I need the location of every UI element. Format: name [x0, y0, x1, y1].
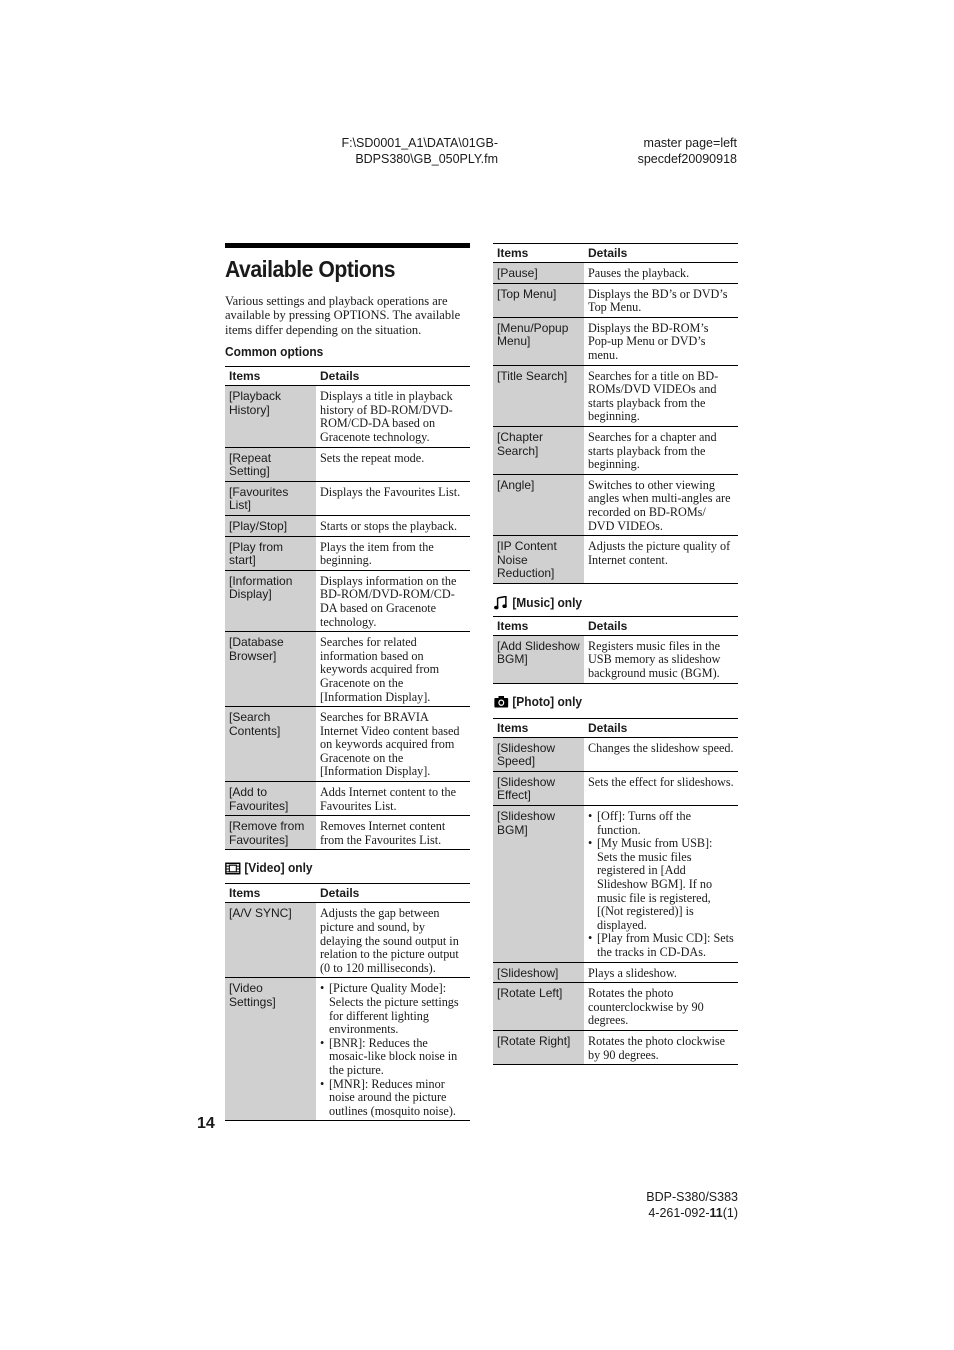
option-detail: Displays the BD-ROM’s Pop-up Menu or DVD’s menu.	[584, 317, 738, 365]
header-items: Items	[229, 369, 261, 384]
option-detail: Sets the repeat mode.	[316, 447, 470, 481]
option-item: [A/V SYNC]	[225, 903, 316, 978]
option-item: [Search Contents]	[225, 707, 316, 782]
table-header-row	[493, 616, 738, 635]
video-options-table	[225, 883, 470, 1121]
option-detail: Displays the BD’s or DVD’s Top Menu.	[584, 283, 738, 317]
table-row	[225, 632, 470, 707]
option-item: [Favourites List]	[225, 481, 316, 515]
option-item: [Top Menu]	[493, 283, 584, 317]
table-row	[493, 365, 738, 426]
header-path-line2: BDPS380\GB_050PLY.fm	[355, 152, 498, 166]
detail-bullet: • [MNR]: Reduces minor noise around the picture outlines (mosquito noise).	[320, 1078, 466, 1119]
option-item: [Title Search]	[493, 365, 584, 426]
table-row	[493, 806, 738, 963]
page-title: Available Options	[225, 256, 396, 282]
common-options-heading-text: Common options	[225, 344, 324, 360]
header-master-line1: master page=left	[643, 136, 737, 150]
option-item: [Menu/Popup Menu]	[493, 317, 584, 365]
table-row	[493, 771, 738, 805]
header-items: Items	[497, 720, 529, 735]
footer-code-bold: 11	[709, 1206, 723, 1220]
camera-icon	[493, 695, 509, 708]
table-header-row	[493, 718, 738, 737]
detail-bullet-list	[320, 982, 466, 1118]
table-row	[225, 536, 470, 570]
option-detail: Adds Internet content to the Favourites List.	[316, 782, 470, 816]
option-item: [Rotate Left]	[493, 983, 584, 1031]
table-row	[493, 962, 738, 983]
header-path-line1: F:\SD0001_A1\DATA\01GB-	[341, 136, 498, 150]
option-item: [IP Content Noise Reduction]	[493, 536, 584, 584]
option-item: [Play/Stop]	[225, 515, 316, 536]
photo-only-heading-text: [Photo] only	[512, 693, 583, 709]
table-row	[493, 983, 738, 1031]
music-options-table	[493, 616, 738, 684]
header-details: Details	[320, 886, 360, 901]
table-row	[225, 515, 470, 536]
header-details: Details	[588, 246, 628, 260]
table-row	[225, 570, 470, 631]
option-detail	[316, 978, 470, 1121]
option-detail: Adjusts the picture quality of Internet content.	[584, 536, 738, 584]
option-item: [Slideshow Speed]	[493, 737, 584, 771]
header-details: Details	[588, 618, 628, 633]
option-detail: Rotates the photo clockwise by 90 degrees.	[584, 1030, 738, 1064]
option-item: [Repeat Setting]	[225, 447, 316, 481]
detail-bullet: • [Picture Quality Mode]: Selects the picture settings for different lighting environments.	[320, 982, 466, 1036]
option-detail: Displays the Favourites List.	[316, 481, 470, 515]
photo-options-table	[493, 718, 738, 1065]
option-detail: Sets the effect for slideshows.	[584, 771, 738, 805]
table-header-row	[493, 244, 738, 263]
table-row	[225, 816, 470, 850]
header-details: Details	[588, 720, 628, 735]
option-item: [Information Display]	[225, 570, 316, 631]
table-header-row	[225, 367, 470, 386]
header-file-path	[341, 135, 498, 167]
left-column	[225, 243, 470, 1121]
footer-code	[646, 1205, 738, 1221]
table-row	[493, 474, 738, 535]
video-only-heading	[225, 860, 450, 876]
music-only-heading	[493, 595, 718, 611]
music-only-heading-text: [Music] only	[512, 594, 583, 610]
table-row	[493, 1030, 738, 1064]
table-header-row	[225, 884, 470, 903]
option-detail: Searches for a title on BD-ROMs/DVD VIDEOs and starts playback from the beginning.	[584, 365, 738, 426]
footer-model-info	[646, 1189, 738, 1221]
header-items: Items	[497, 618, 529, 633]
option-item: [Chapter Search]	[493, 426, 584, 474]
footer-code-prefix: 4-261-092-	[648, 1206, 710, 1220]
photo-only-heading	[493, 694, 718, 710]
table-row	[493, 283, 738, 317]
option-detail: Displays a title in playback history of BD-ROM/DVD-ROM/CD-DA based on Gracenote technology.	[316, 386, 470, 447]
detail-bullet-list	[588, 810, 734, 960]
option-item: [Add to Favourites]	[225, 782, 316, 816]
footer-code-suffix: (1)	[722, 1206, 738, 1220]
detail-bullet: • [BNR]: Reduces the mosaic-like block noise in the picture.	[320, 1037, 466, 1078]
option-detail: Starts or stops the playback.	[316, 515, 470, 536]
table-row	[225, 782, 470, 816]
option-detail: Changes the slideshow speed.	[584, 737, 738, 771]
table-row	[493, 263, 738, 284]
table-row	[493, 426, 738, 474]
option-detail: Searches for a chapter and starts playback from the beginning.	[584, 426, 738, 474]
common-options-table	[225, 366, 470, 850]
table-row	[225, 481, 470, 515]
option-item: [Slideshow Effect]	[493, 771, 584, 805]
video-options-table-continued	[493, 243, 738, 584]
option-item: [Pause]	[493, 263, 584, 284]
option-item: [Database Browser]	[225, 632, 316, 707]
detail-bullet: • [Play from Music CD]: Sets the tracks in CD-DAs.	[588, 932, 734, 959]
music-note-icon	[493, 596, 509, 609]
right-column	[493, 243, 738, 1065]
option-item: [Play from start]	[225, 536, 316, 570]
option-item: [Slideshow]	[493, 962, 584, 983]
option-detail: Rotates the photo counterclockwise by 90 degrees.	[584, 983, 738, 1031]
option-item: [Playback History]	[225, 386, 316, 447]
page-number: 14	[197, 1115, 215, 1132]
table-row	[493, 536, 738, 584]
option-detail: Registers music files in the USB memory as slideshow background music (BGM).	[584, 635, 738, 683]
detail-bullet: • [My Music from USB]: Sets the music files registered in [Add Slideshow BGM]. If no music file is registered, [(Not registered)] is displayed.	[588, 837, 734, 932]
table-row	[493, 635, 738, 683]
option-item: [Rotate Right]	[493, 1030, 584, 1064]
detail-bullet: • [Off]: Turns off the function.	[588, 810, 734, 837]
video-only-heading-text: [Video] only	[244, 860, 313, 876]
table-row	[225, 978, 470, 1121]
option-item: [Add Slideshow BGM]	[493, 635, 584, 683]
option-item: [Angle]	[493, 474, 584, 535]
table-row	[225, 903, 470, 978]
option-detail: Plays the item from the beginning.	[316, 536, 470, 570]
option-item: [Video Settings]	[225, 978, 316, 1121]
option-detail: Pauses the playback.	[584, 263, 738, 284]
option-detail: Searches for related information based on keywords acquired from Gracenote on the [Information Display].	[316, 632, 470, 707]
table-row	[225, 447, 470, 481]
option-detail: Switches to other viewing angles when multi-angles are recorded on BD-ROMs/ DVD VIDEOs.	[584, 474, 738, 535]
option-detail: Plays a slideshow.	[584, 962, 738, 983]
common-options-heading	[225, 344, 450, 360]
header-master-line2: specdef20090918	[637, 152, 737, 166]
option-detail	[584, 806, 738, 963]
table-row	[493, 737, 738, 771]
option-detail: Adjusts the gap between picture and sound, by delaying the sound output in relation to the picture output (0 to 120 milliseconds).	[316, 903, 470, 978]
intro-text: Various settings and playback operations are available by pressing OPTIONS. The available items differ depending on the situation.	[225, 294, 461, 337]
table-row	[493, 317, 738, 365]
header-items: Items	[229, 886, 261, 901]
option-detail: Searches for BRAVIA Internet Video content based on keywords acquired from Gracenote on the [Information Display].	[316, 707, 470, 782]
table-row	[225, 707, 470, 782]
title-rule	[225, 243, 470, 248]
header-details: Details	[320, 369, 360, 384]
option-detail: Removes Internet content from the Favourites List.	[316, 816, 470, 850]
option-item: [Slideshow BGM]	[493, 806, 584, 963]
option-item: [Remove from Favourites]	[225, 816, 316, 850]
table-row	[225, 386, 470, 447]
film-icon	[225, 862, 241, 875]
header-master-page	[638, 135, 737, 167]
header-items: Items	[497, 246, 529, 260]
footer-model: BDP-S380/S383	[646, 1190, 738, 1204]
option-detail: Displays information on the BD-ROM/DVD-ROM/CD-DA based on Gracenote technology.	[316, 570, 470, 631]
